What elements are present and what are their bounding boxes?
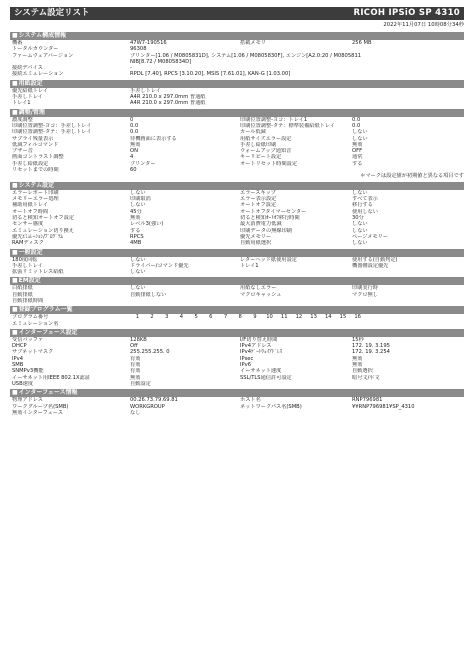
setting-value [352,381,464,387]
setting-value: 印刷取消 [130,196,151,203]
setting-value: しない [352,240,368,247]
setting-row [12,100,464,106]
setting-label [240,410,352,416]
setting-value: する [352,160,363,167]
setting-label: 最大消費電力低減 [240,221,282,228]
section-header: ■ 登録プログラム一覧 [10,306,464,314]
setting-value: 使用する(自動判定) [352,256,398,263]
setting-label: 切ると検知ｵｰﾄｵﾌ移行時間 [240,215,300,222]
program-number: 1 [135,314,139,321]
setting-label: カール低減 [240,129,266,136]
setting-value: 4MB [130,240,142,247]
setting-value: - [130,65,132,72]
setting-label: IPsec [240,355,254,362]
setting-label: 無効インターフェース [12,409,63,416]
section-header: ■ インターフェース情報 [10,389,464,397]
setting-label [240,298,352,304]
setting-value: 有効 [130,362,141,369]
program-number: 15 [339,314,347,321]
setting-value: RPCS [130,233,144,240]
program-number: 11 [280,314,288,321]
title-bar [10,7,464,20]
setting-value: しない [352,129,368,136]
setting-label: リセットまでの時間 [12,167,59,174]
setting-label: イーサネット用IEEE 802.1X認証 [12,374,90,381]
setting-row [12,240,464,246]
section-interface-info [10,389,464,416]
setting-label: マクロキャッシュ [240,291,282,298]
setting-label: オートオフ時間 [12,208,49,215]
setting-label: 印刷位置調整-タテ：標準装備給紙トレイ [240,122,335,129]
setting-value: RPDL [7.40], RPCS [3.10.20], MSIS [7.61.01], KAN-G [1.03.00] [130,71,291,78]
setting-label: I/F切り替え時間 [240,336,278,343]
setting-value [352,298,464,304]
setting-label: ウォームアップ通知音 [240,148,292,155]
setting-label: エミュレーション切り換え [12,227,74,234]
setting-value: しない [352,189,368,196]
setting-value: 256 MB [352,40,372,46]
setting-value: 使用しない [352,208,378,215]
setting-value: 有効 [130,355,141,362]
setting-label: SMB [12,362,24,369]
setting-label: DHCP [12,343,27,350]
setting-value: 無効 [352,362,363,369]
setting-value: 無効 [352,141,363,148]
section-adjust [10,109,464,174]
section-interface-settings [10,329,464,387]
setting-label: 手差しトレイ [12,94,43,101]
setting-value: しない [130,256,146,263]
setting-value [352,269,464,275]
section-system-settings [10,182,464,247]
setting-label: SNMPv3機能 [12,368,44,375]
setting-row [12,381,464,387]
setting-label: サブネットマスク [12,349,54,356]
setting-label: IPv4ｹﾞｰﾄｳｪｲｱﾄﾞﾚｽ [240,349,283,356]
setting-label: 接続デバイス [12,65,43,72]
setting-label: 物理アドレス [12,397,43,404]
setting-label: トレイ1 [12,100,31,107]
setting-value: A4R 210.0 x 297.0mm 普通紙 [130,94,206,101]
setting-value: 47W7-190516 [130,40,167,46]
program-number: 10 [266,314,273,321]
setting-value: 無効 [130,215,141,222]
setting-label: オートリセット時間設定 [240,160,298,167]
setting-value: 無効 [352,355,363,362]
setting-label: メモリーエラー処理 [12,196,59,203]
program-number: 2 [150,314,154,321]
setting-label: SSL/TLS通信許可設定 [240,374,292,381]
setting-value: ON [130,148,138,155]
setting-label: USB速度 [12,380,34,387]
row-label: プログラム番号 [12,314,49,321]
setting-value: 自動排紙しない [130,291,167,298]
setting-value: 待機画面に表示する [130,135,177,142]
setting-value [352,100,464,106]
setting-label: 機番 [12,40,23,46]
section-header: ■ EM設定 [10,277,464,285]
print-date: 2022年11月07日 10時08分34秒 [383,22,464,28]
setting-value: 無効 [130,374,141,381]
setting-label: オートオフタイマーセンター [240,208,307,215]
setting-value: 有効 [130,368,141,375]
setting-value: 自動設定 [130,380,151,387]
printer-model: RICOH IPSiO SP 4310 [353,8,460,19]
setting-value: WORKGROUP [130,403,165,410]
setting-value: 通常 [352,154,363,161]
program-numbers [130,314,365,320]
setting-label: ブザー音 [12,148,33,155]
setting-value: 172. 19. 3.195 [352,343,390,350]
setting-value: しない [130,189,146,196]
default-note: ＊マークは設定値が初期値と異なる項目です [360,173,464,180]
setting-label: エラースキップ [240,189,276,196]
program-number: 16 [354,314,361,321]
setting-label: RAMディスク [12,240,44,247]
setting-value: 自動選択 [352,368,373,375]
section-programs [10,306,464,327]
setting-value: ドライバー/コマンド優先 [130,262,189,269]
setting-label: トレイ1 [240,262,259,269]
setting-value [130,298,240,304]
setting-label: IPv4アドレス [240,343,272,350]
setting-value: マクロ無し [352,291,378,298]
program-number: 8 [238,314,242,321]
setting-label: 180度回転 [12,256,38,263]
setting-label: 自動排紙時間 [12,298,44,304]
setting-value: 印刷実行時 [352,285,378,292]
setting-label [240,269,352,275]
setting-value: 60 [130,167,137,174]
setting-label: 白紙排紙 [12,285,33,292]
section-em [10,277,464,304]
setting-label: 自動排紙 [12,291,33,298]
setting-label: 用紙サイズエラー設定 [240,135,292,142]
program-number: 14 [324,314,332,321]
program-number: 4 [179,314,184,321]
setting-value: 00.26.73.79.69.81 [130,397,178,404]
setting-label: 搭載メモリ [240,40,266,46]
program-number: 12 [295,314,303,321]
setting-value: 手差しトレイ [130,87,161,94]
setting-label: 用紙なしエラー [240,285,277,292]
setting-value: 機器側設定優先 [352,262,389,269]
setting-label: 接続エミュレーション [12,71,64,78]
setting-value: 128KB [130,336,147,343]
setting-value: 0.0 [130,122,139,129]
setting-value: 移行する [352,202,373,209]
setting-value: 96308 [130,46,147,53]
section-header: ■ 用紙設定 [10,80,464,88]
setting-label: 自動用紙選択 [240,240,272,247]
setting-row [12,298,464,304]
setting-label: 優先メモリー [240,233,272,240]
setting-value: しない [130,285,146,292]
section-header: ■ 調整/管理 [10,109,464,117]
setting-row [12,269,464,275]
setting-label: ネットワークパス名(SMB) [240,403,302,410]
emulation-name-row [12,321,464,327]
setting-label: 切ると検知オートオフ設定 [12,215,74,222]
setting-row [12,410,464,416]
setting-label [240,100,352,106]
setting-value: プリンター[1.06 / M0805831D], システム[1.06 / M0805830F], エンジン[A2.0:20 / M0805811 [130,52,362,59]
setting-value: する [130,227,141,234]
setting-label: 手差しトレイ [12,262,43,269]
setting-value: 172. 19. 3.254 [352,349,390,356]
setting-label: 手差し給紙印刷 [240,141,277,148]
setting-value: 45分 [130,208,142,215]
setting-value [352,410,464,416]
setting-value: しない [352,227,368,234]
setting-label: 拡張リミットレス給紙 [12,269,64,276]
setting-label: ワークグループ名(SMB) [12,403,69,410]
setting-label: IPv4 [12,355,24,362]
setting-label: イーサネット速度 [240,368,282,375]
setting-value: OFF [352,148,363,155]
setting-value: レベル3(強い) [130,221,164,228]
setting-label: 印刷位置調整-タテ：手差しトレイ [12,129,92,136]
program-number: 13 [310,314,317,321]
setting-label: 印刷位置調整-ヨコ：トレイ1 [240,116,308,123]
setting-value: しない [352,135,368,142]
section-header: ■ システム構成情報 [10,32,464,40]
section-header: ■ 一般設定 [10,249,464,257]
setting-value: 暗号文/平文 [352,374,380,381]
section-header: ■ システム設定 [10,182,464,190]
setting-value: しない [130,202,146,209]
setting-label: 優先給紙トレイ [12,87,49,94]
setting-label: ファームウェアバージョン [12,52,74,59]
setting-value: 15秒 [352,336,364,343]
setting-label [240,167,352,173]
setting-value: Off [130,343,138,350]
section-header: ■ インターフェース設定 [10,329,464,337]
setting-label: 印刷データの無線印刷 [240,227,292,234]
setting-value: 無効 [130,141,141,148]
setting-label: 優先ｴﾐｭﾚｰｼｮﾝ/ﾌﾟﾛｸﾞﾗﾑ [12,233,64,240]
section-general [10,249,464,276]
setting-value: すべて表示 [352,196,378,203]
setting-value: ¥¥RNP796981¥SP_4310 [352,403,415,410]
setting-value: 255.255.255. 0 [130,349,170,356]
setting-row [12,71,464,77]
setting-label: 濃度調整 [12,116,33,123]
setting-label: オートオフ設定 [240,202,277,209]
setting-label: エラー表示設定 [240,196,277,203]
setting-label: 印刷位置調整-ヨコ：手差しトレイ [12,122,92,129]
setting-value: 30分 [352,215,364,222]
setting-value: しない [352,221,368,228]
setting-label: 画面コントラスト調整 [12,154,64,161]
setting-label: センサー感度 [12,221,44,228]
setting-label: トータルカウンター [12,46,59,53]
setting-label: エラーレポート印刷 [12,189,59,196]
setting-value: NIB[8.72 / M0805834D] [130,58,192,65]
setting-label: 低減フィルコマンド [12,141,59,148]
setting-value: しない [130,269,146,276]
program-number: 5 [194,314,198,321]
setting-label: レターヘッド紙使用設定 [240,256,297,263]
setting-value: 0.0 [130,129,139,136]
program-number: 7 [223,314,228,321]
setting-value: 0.0 [352,116,361,123]
setting-label: IPv6 [240,362,252,369]
page-title: システム設定リスト [14,8,90,19]
setting-value: なし [130,409,141,416]
setting-value: A4R 210.0 x 297.0mm 普通紙 [130,100,206,107]
setting-value: 4 [130,154,134,161]
setting-label: 補助用紙トレイ [12,202,49,209]
setting-value: RNP796981 [352,397,383,404]
row-label: エミュレーション名 [12,320,59,327]
setting-value: ページメモリー [352,233,389,240]
setting-label: サプライ残量表示 [12,135,54,142]
setting-label: 手差し給紙設定 [12,160,49,167]
setting-label: 受信バッファ [12,336,44,343]
program-number: 6 [209,314,213,321]
setting-label [240,381,352,387]
setting-value: プリンター [130,160,156,167]
setting-value: 0 [130,116,134,123]
section-system [10,32,464,78]
section-paper [10,80,464,107]
setting-label: キーリピート設定 [240,154,282,161]
program-number: 9 [253,314,257,321]
program-number: 3 [165,314,169,321]
setting-label: ホスト名 [240,397,261,404]
setting-value: 0.0 [352,122,361,129]
